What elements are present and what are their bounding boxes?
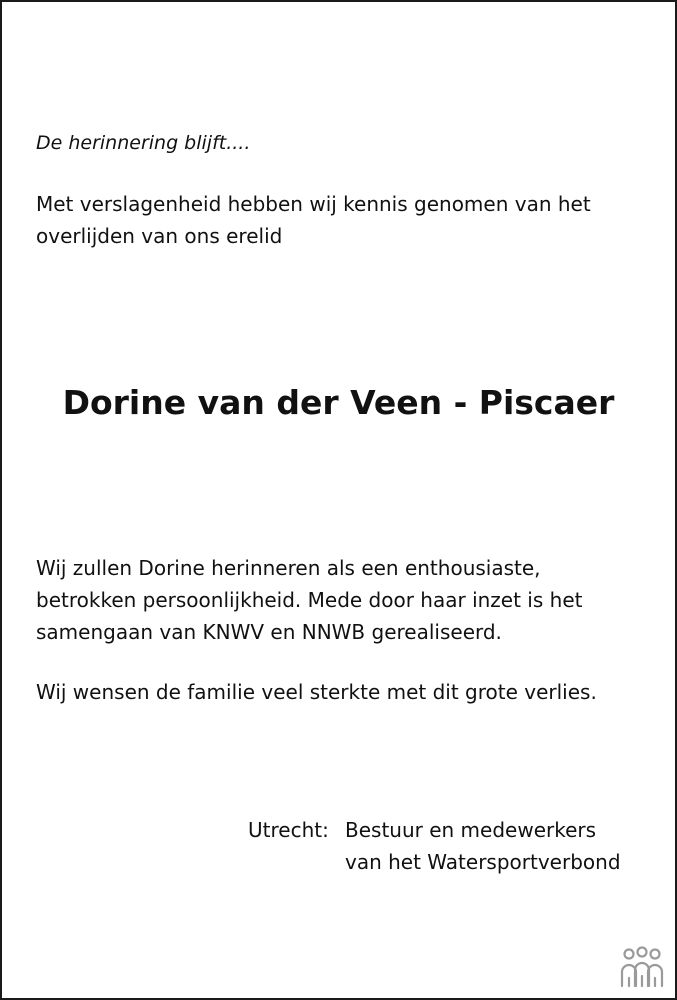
paragraph-line: Met verslagenheid hebben wij kennis genomen van het [36,192,591,216]
signature-line: van het Watersportverbond [345,850,621,874]
paragraph-line: Wij zullen Dorine herinneren als een enthousiaste, [36,556,541,580]
paragraph-line: samengaan van KNWV en NNWB gerealiseerd. [36,620,502,644]
remembrance-paragraph [36,552,582,648]
condolence-paragraph: Wij wensen de familie veel sterkte met dit grote verlies. [36,680,597,704]
signature-lines [345,814,621,878]
intro-line: De herinnering blijft.... [36,132,251,154]
paragraph-line: overlijden van ons erelid [36,224,283,248]
deceased-name: Dorine van der Veen - Piscaer [62,383,615,422]
signature-place: Utrecht: [248,818,329,842]
paragraph-line: betrokken persoonlijkheid. Mede door haar inzet is het [36,588,583,612]
signature-line: Bestuur en medewerkers [345,818,597,842]
people-group-icon [619,946,665,990]
announcement-paragraph [36,188,591,252]
